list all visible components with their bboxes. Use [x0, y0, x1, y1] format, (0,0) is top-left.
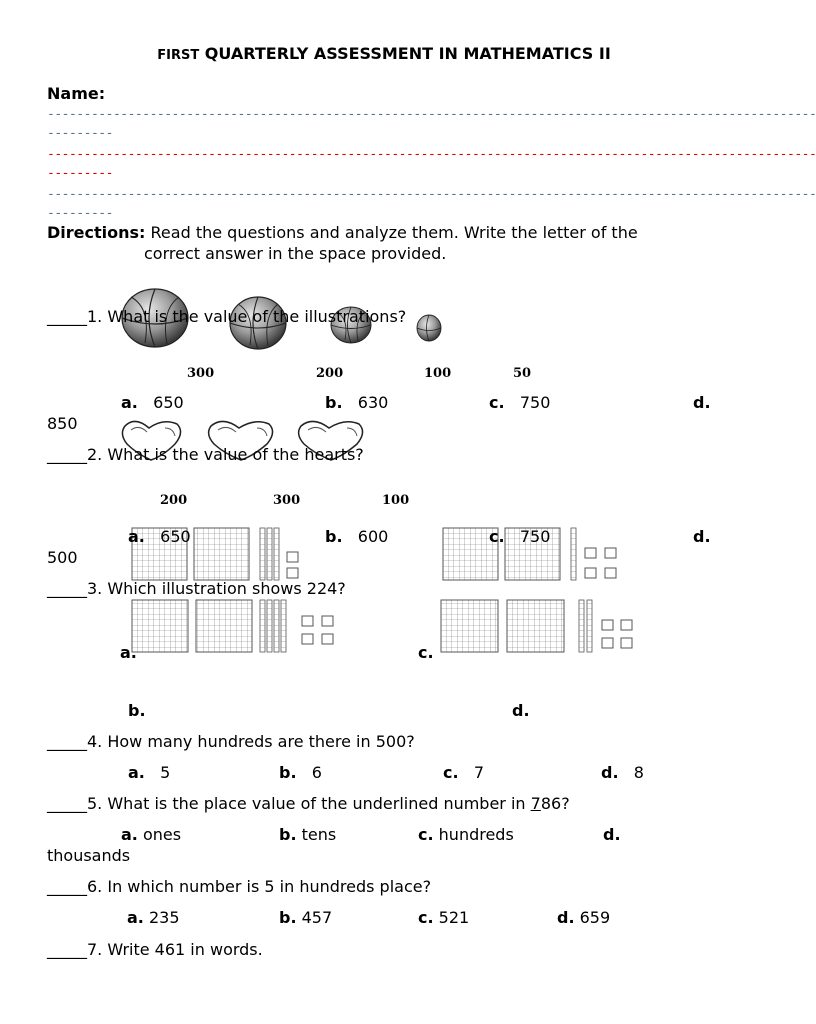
directions-label: Directions: [47, 223, 146, 242]
q1-value-2: 200 [316, 366, 344, 381]
directions [47, 223, 638, 242]
question-7 [47, 940, 263, 959]
q6-choice-d[interactable]: d. 659 [557, 908, 611, 927]
name-line-3: --------------------------------------------------------------------------------------------------------- [47, 187, 816, 202]
q2-choice-d-value: 500 [47, 548, 78, 567]
q3-choice-d[interactable]: d. [512, 701, 530, 720]
answer-blank[interactable]: _____ [47, 579, 87, 598]
name-line-3-wrap: --------- [47, 206, 113, 221]
question-1-text: 1. What is the value of the illustrations? [87, 307, 407, 326]
underlined-digit: 7 [530, 794, 541, 813]
q2-value-2: 300 [273, 493, 301, 508]
answer-blank[interactable]: _____ [47, 445, 87, 464]
answer-blank[interactable]: _____ [47, 794, 87, 813]
name-line-2: --------------------------------------------------------------------------------------------------------- [47, 147, 816, 162]
base-ten-blocks-illustration [132, 598, 342, 654]
q3-choice-a[interactable]: a. [120, 643, 137, 662]
q4-choice-d[interactable]: d. 8 [601, 763, 644, 782]
q1-choice-d-value: 850 [47, 414, 78, 433]
question-4-text: 4. How many hundreds are there in 500? [87, 732, 415, 751]
name-line-1: --------------------------------------------------------------------------------------------------------- [47, 107, 816, 122]
directions-text-2: correct answer in the space provided. [144, 244, 447, 263]
q1-value-1: 300 [187, 366, 215, 381]
name-line-1-wrap: --------- [47, 126, 113, 141]
q4-choice-a[interactable]: a. 5 [128, 763, 171, 782]
q2-value-3: 100 [382, 493, 410, 508]
base-ten-blocks-illustration [441, 598, 641, 654]
q4-choice-b[interactable]: b. 6 [279, 763, 322, 782]
title-prefix: FIRST [157, 48, 200, 63]
name-label: Name: [47, 84, 106, 103]
q2-choice-d-letter[interactable]: d. [693, 527, 711, 546]
q1-value-3: 100 [424, 366, 452, 381]
question-5 [47, 794, 570, 813]
q1-choice-b[interactable]: b. 630 [325, 393, 389, 412]
directions-text-1: Read the questions and analyze them. Write the letter of the [150, 223, 638, 242]
question-1 [47, 307, 406, 326]
answer-blank[interactable]: _____ [47, 732, 87, 751]
answer-blank[interactable]: _____ [47, 307, 87, 326]
q5-choice-d-letter[interactable]: d. [603, 825, 621, 844]
q6-choice-a[interactable]: a. 235 [127, 908, 180, 927]
page-title [0, 44, 768, 63]
q2-value-1: 200 [160, 493, 188, 508]
q3-choice-b[interactable]: b. [128, 701, 146, 720]
q1-choice-c[interactable]: c. 750 [489, 393, 551, 412]
question-5-text: 5. What is the place value of the underlined number in [87, 794, 531, 813]
name-line-2-wrap: --------- [47, 166, 113, 181]
q5-choice-a[interactable]: a. ones [121, 825, 182, 844]
q2-choice-a[interactable]: a. 650 [128, 527, 191, 546]
question-7-text: 7. Write 461 in words. [87, 940, 263, 959]
question-2-text: 2. What is the value of the hearts? [87, 445, 364, 464]
q6-choice-c[interactable]: c. 521 [418, 908, 470, 927]
q1-choice-a[interactable]: a. 650 [121, 393, 184, 412]
q2-choice-b[interactable]: b. 600 [325, 527, 389, 546]
question-4 [47, 732, 415, 751]
q5-choice-b[interactable]: b. tens [279, 825, 337, 844]
question-6 [47, 877, 431, 896]
question-5-text-end: 86? [540, 794, 570, 813]
q3-choice-c[interactable]: c. [418, 643, 434, 662]
title-main: QUARTERLY ASSESSMENT IN MATHEMATICS II [204, 44, 611, 63]
q2-choice-c[interactable]: c. 750 [489, 527, 551, 546]
question-6-text: 6. In which number is 5 in hundreds place? [87, 877, 432, 896]
question-3-text: 3. Which illustration shows 224? [87, 579, 346, 598]
q5-choice-c[interactable]: c. hundreds [418, 825, 514, 844]
q1-choice-d-letter[interactable]: d. [693, 393, 711, 412]
question-2 [47, 445, 364, 464]
q5-choice-d-value: thousands [47, 846, 131, 865]
q1-value-4: 50 [513, 366, 532, 381]
answer-blank[interactable]: _____ [47, 940, 87, 959]
answer-blank[interactable]: _____ [47, 877, 87, 896]
basketball-icon [416, 314, 442, 342]
q4-choice-c[interactable]: c. 7 [443, 763, 485, 782]
question-3 [47, 579, 346, 598]
q6-choice-b[interactable]: b. 457 [279, 908, 333, 927]
